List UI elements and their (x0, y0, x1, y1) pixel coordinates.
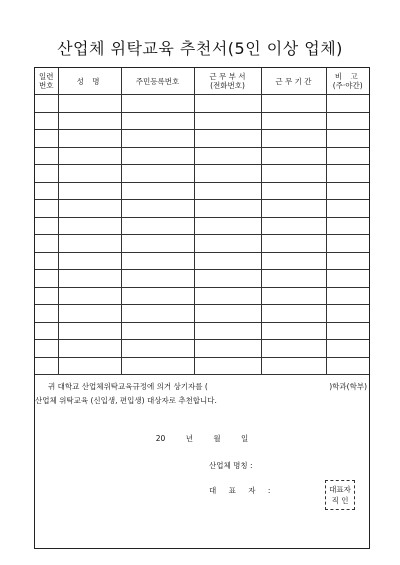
table-row (35, 217, 369, 235)
table-cell[interactable] (35, 357, 58, 375)
table-row (35, 182, 369, 200)
table-cell[interactable] (326, 270, 369, 288)
table-cell[interactable] (58, 340, 121, 358)
table-cell[interactable] (58, 270, 121, 288)
table-cell[interactable] (58, 305, 121, 323)
table-cell[interactable] (194, 235, 261, 253)
table-cell[interactable] (121, 95, 194, 113)
table-cell[interactable] (121, 305, 194, 323)
table-cell[interactable] (121, 182, 194, 200)
table-cell[interactable] (35, 305, 58, 323)
recommendation-form (34, 67, 370, 549)
table-cell[interactable] (58, 322, 121, 340)
table-cell[interactable] (194, 182, 261, 200)
table-cell[interactable] (261, 112, 326, 130)
table-row (35, 147, 369, 165)
table-cell[interactable] (121, 217, 194, 235)
page-title: 산업체 위탁교육 추천서(5인 이상 업체) (57, 39, 343, 58)
table-cell[interactable] (194, 270, 261, 288)
table-cell[interactable] (121, 322, 194, 340)
table-cell[interactable] (58, 357, 121, 375)
table-row (35, 270, 369, 288)
table-cell[interactable] (121, 165, 194, 183)
table-row (35, 287, 369, 305)
table-cell[interactable] (261, 305, 326, 323)
seal-box: 대표자 직 인 (325, 480, 355, 510)
header-name: 성 명 (58, 68, 121, 95)
table-cell[interactable] (261, 340, 326, 358)
table-cell[interactable] (326, 200, 369, 218)
table-cell[interactable] (326, 95, 369, 113)
table-cell[interactable] (121, 147, 194, 165)
table-cell[interactable] (326, 112, 369, 130)
table-cell[interactable] (121, 130, 194, 148)
department-suffix: )학과(학부) (329, 382, 367, 391)
header-work-period: 근 무 기 간 (261, 68, 326, 95)
table-cell[interactable] (35, 252, 58, 270)
table-row (35, 357, 369, 375)
table-cell[interactable] (326, 217, 369, 235)
table-cell[interactable] (194, 340, 261, 358)
table-cell[interactable] (121, 252, 194, 270)
table-row (35, 305, 369, 323)
table-cell[interactable] (261, 252, 326, 270)
table-cell[interactable] (261, 357, 326, 375)
table-cell[interactable] (194, 217, 261, 235)
table-row (35, 112, 369, 130)
table-cell[interactable] (58, 95, 121, 113)
table-cell[interactable] (326, 357, 369, 375)
table-cell[interactable] (58, 200, 121, 218)
date-line: 20 년 월 일 (155, 434, 249, 443)
table-cell[interactable] (121, 235, 194, 253)
table-cell[interactable] (194, 130, 261, 148)
table-cell[interactable] (121, 340, 194, 358)
form-footer (35, 374, 369, 549)
recommendation-text-line1: 귀 대학교 산업체위탁교육규정에 의거 상기자를 ( (48, 382, 208, 391)
table-cell[interactable] (35, 182, 58, 200)
table-body (35, 95, 369, 375)
table-cell[interactable] (58, 147, 121, 165)
table-cell[interactable] (194, 165, 261, 183)
table-cell[interactable] (261, 270, 326, 288)
table-cell[interactable] (326, 305, 369, 323)
header-serial-number: 일련 번호 (35, 68, 58, 95)
table-cell[interactable] (121, 287, 194, 305)
header-remarks: 비 고 (주·야간) (326, 68, 369, 95)
table-cell[interactable] (58, 112, 121, 130)
table-cell[interactable] (326, 252, 369, 270)
table-cell[interactable] (261, 165, 326, 183)
table-row (35, 200, 369, 218)
table-cell[interactable] (121, 357, 194, 375)
table-cell[interactable] (326, 182, 369, 200)
header-resident-number: 주민등록번호 (121, 68, 194, 95)
table-row (35, 340, 369, 358)
recommendation-text-line2: 산업체 위탁교육 (신입생, 편입생) 대상자로 추천합니다. (35, 396, 217, 405)
table-cell[interactable] (326, 147, 369, 165)
table-cell[interactable] (35, 112, 58, 130)
table-cell[interactable] (35, 217, 58, 235)
table-cell[interactable] (261, 287, 326, 305)
table-cell[interactable] (194, 322, 261, 340)
table-cell[interactable] (194, 95, 261, 113)
table-cell[interactable] (121, 270, 194, 288)
table-cell[interactable] (194, 252, 261, 270)
table-cell[interactable] (261, 182, 326, 200)
table-cell[interactable] (58, 130, 121, 148)
table-cell[interactable] (121, 200, 194, 218)
table-row (35, 235, 369, 253)
table-header-row (35, 68, 369, 95)
table-cell[interactable] (194, 287, 261, 305)
table-row (35, 322, 369, 340)
table-row (35, 252, 369, 270)
table-cell[interactable] (121, 112, 194, 130)
table-cell[interactable] (35, 287, 58, 305)
table-cell[interactable] (261, 235, 326, 253)
table-cell[interactable] (261, 95, 326, 113)
table-cell[interactable] (194, 147, 261, 165)
table-cell[interactable] (326, 340, 369, 358)
table-cell[interactable] (35, 165, 58, 183)
table-cell[interactable] (261, 130, 326, 148)
table-cell[interactable] (261, 322, 326, 340)
table-cell[interactable] (194, 305, 261, 323)
table-cell[interactable] (326, 235, 369, 253)
table-cell[interactable] (35, 340, 58, 358)
table-cell[interactable] (35, 147, 58, 165)
header-department: 근 무 부 서 (전화번호) (194, 68, 261, 95)
table-row (35, 130, 369, 148)
table-cell[interactable] (58, 182, 121, 200)
table-cell[interactable] (58, 235, 121, 253)
company-name-label: 산업체 명칭 : (209, 461, 253, 470)
table-cell[interactable] (194, 200, 261, 218)
table-cell[interactable] (35, 270, 58, 288)
table-cell[interactable] (326, 130, 369, 148)
representative-label: 대 표 자 : (209, 486, 271, 495)
table-cell[interactable] (58, 287, 121, 305)
table-row (35, 95, 369, 113)
table-cell[interactable] (326, 165, 369, 183)
table-cell[interactable] (326, 287, 369, 305)
table-cell[interactable] (35, 235, 58, 253)
table-cell[interactable] (35, 130, 58, 148)
recommendation-table (35, 68, 369, 375)
table-cell[interactable] (35, 95, 58, 113)
table-row (35, 165, 369, 183)
table-cell[interactable] (58, 165, 121, 183)
table-cell[interactable] (194, 112, 261, 130)
table-cell[interactable] (194, 357, 261, 375)
table-cell[interactable] (326, 322, 369, 340)
table-cell[interactable] (58, 217, 121, 235)
table-cell[interactable] (261, 217, 326, 235)
table-cell[interactable] (261, 200, 326, 218)
table-cell[interactable] (35, 322, 58, 340)
table-cell[interactable] (261, 147, 326, 165)
table-cell[interactable] (35, 200, 58, 218)
table-cell[interactable] (58, 252, 121, 270)
